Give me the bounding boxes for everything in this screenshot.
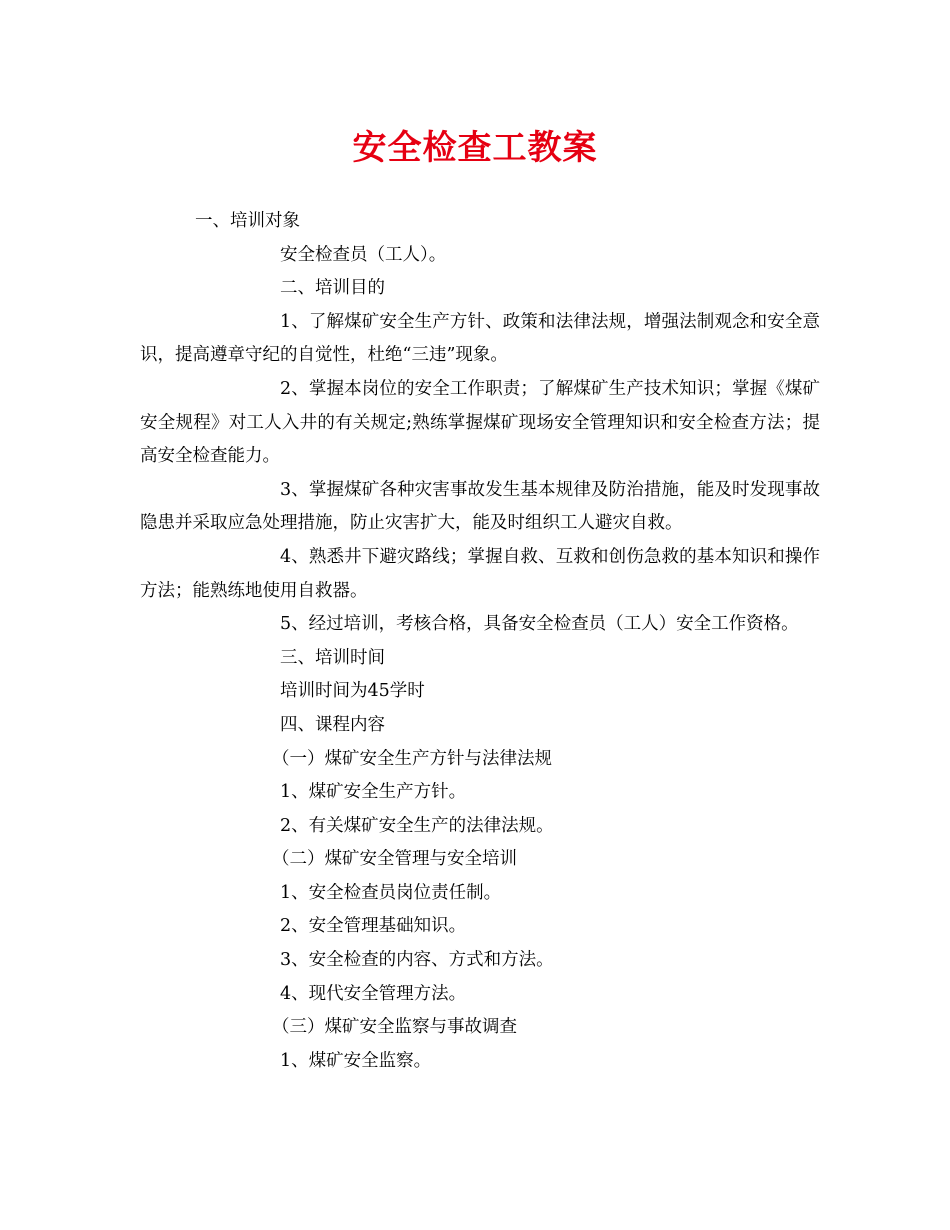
document-title: 安全检查工教案 [352, 128, 598, 168]
subsection-heading-2: （二）煤矿安全管理与安全培训 [272, 849, 517, 870]
paragraph-training-time: 培训时间为45学时 [280, 681, 425, 702]
list-item: 4、现代安全管理方法。 [280, 983, 467, 1004]
section-heading-training-goal: 二、培训目的 [280, 278, 385, 299]
subsection-heading-3: （三）煤矿安全监察与事故调查 [272, 1017, 517, 1038]
list-item: 2、安全管理基础知识。 [280, 916, 467, 937]
list-item: 3、安全检查的内容、方式和方法。 [280, 950, 554, 971]
section-heading-training-target: 一、培训对象 [195, 211, 300, 231]
section-heading-course-content: 四、课程内容 [280, 714, 385, 735]
document-body [140, 205, 820, 1078]
paragraph-goal-1: 1、了解煤矿安全生产方针、政策和法律法规，增强法制观念和安全意识，提高遵章守纪的自觉性，杜绝“三违”现象。 [140, 311, 820, 366]
paragraph-training-target: 安全检查员（工人）。 [280, 244, 447, 265]
subsection-heading-1: （一）煤矿安全生产方针与法律法规 [272, 748, 552, 769]
paragraph-goal-5: 5、经过培训，考核合格，具备安全检查员（工人）安全工作资格。 [280, 614, 799, 635]
paragraph-goal-3: 3、掌握煤矿各种灾害事故发生基本规律及防治措施，能及时发现事故隐患并采取应急处理措施，防止灾害扩大，能及时组织工人避灾自救。 [140, 479, 820, 534]
list-item: 1、煤矿安全生产方针。 [280, 782, 467, 803]
paragraph-goal-2: 2、掌握本岗位的安全工作职责；了解煤矿生产技术知识；掌握《煤矿安全规程》对工人入井的有关规定;熟练掌握煤矿现场安全管理知识和安全检查方法；提高安全检查能力。 [140, 378, 820, 467]
list-item: 1、煤矿安全监察。 [280, 1050, 432, 1071]
list-item: 1、安全检查员岗位责任制。 [280, 882, 502, 903]
paragraph-goal-4: 4、熟悉井下避灾路线；掌握自救、互救和创伤急救的基本知识和操作方法；能熟练地使用自救器。 [140, 546, 820, 601]
section-heading-training-time: 三、培训时间 [280, 647, 385, 668]
list-item: 2、有关煤矿安全生产的法律法规。 [280, 815, 554, 836]
